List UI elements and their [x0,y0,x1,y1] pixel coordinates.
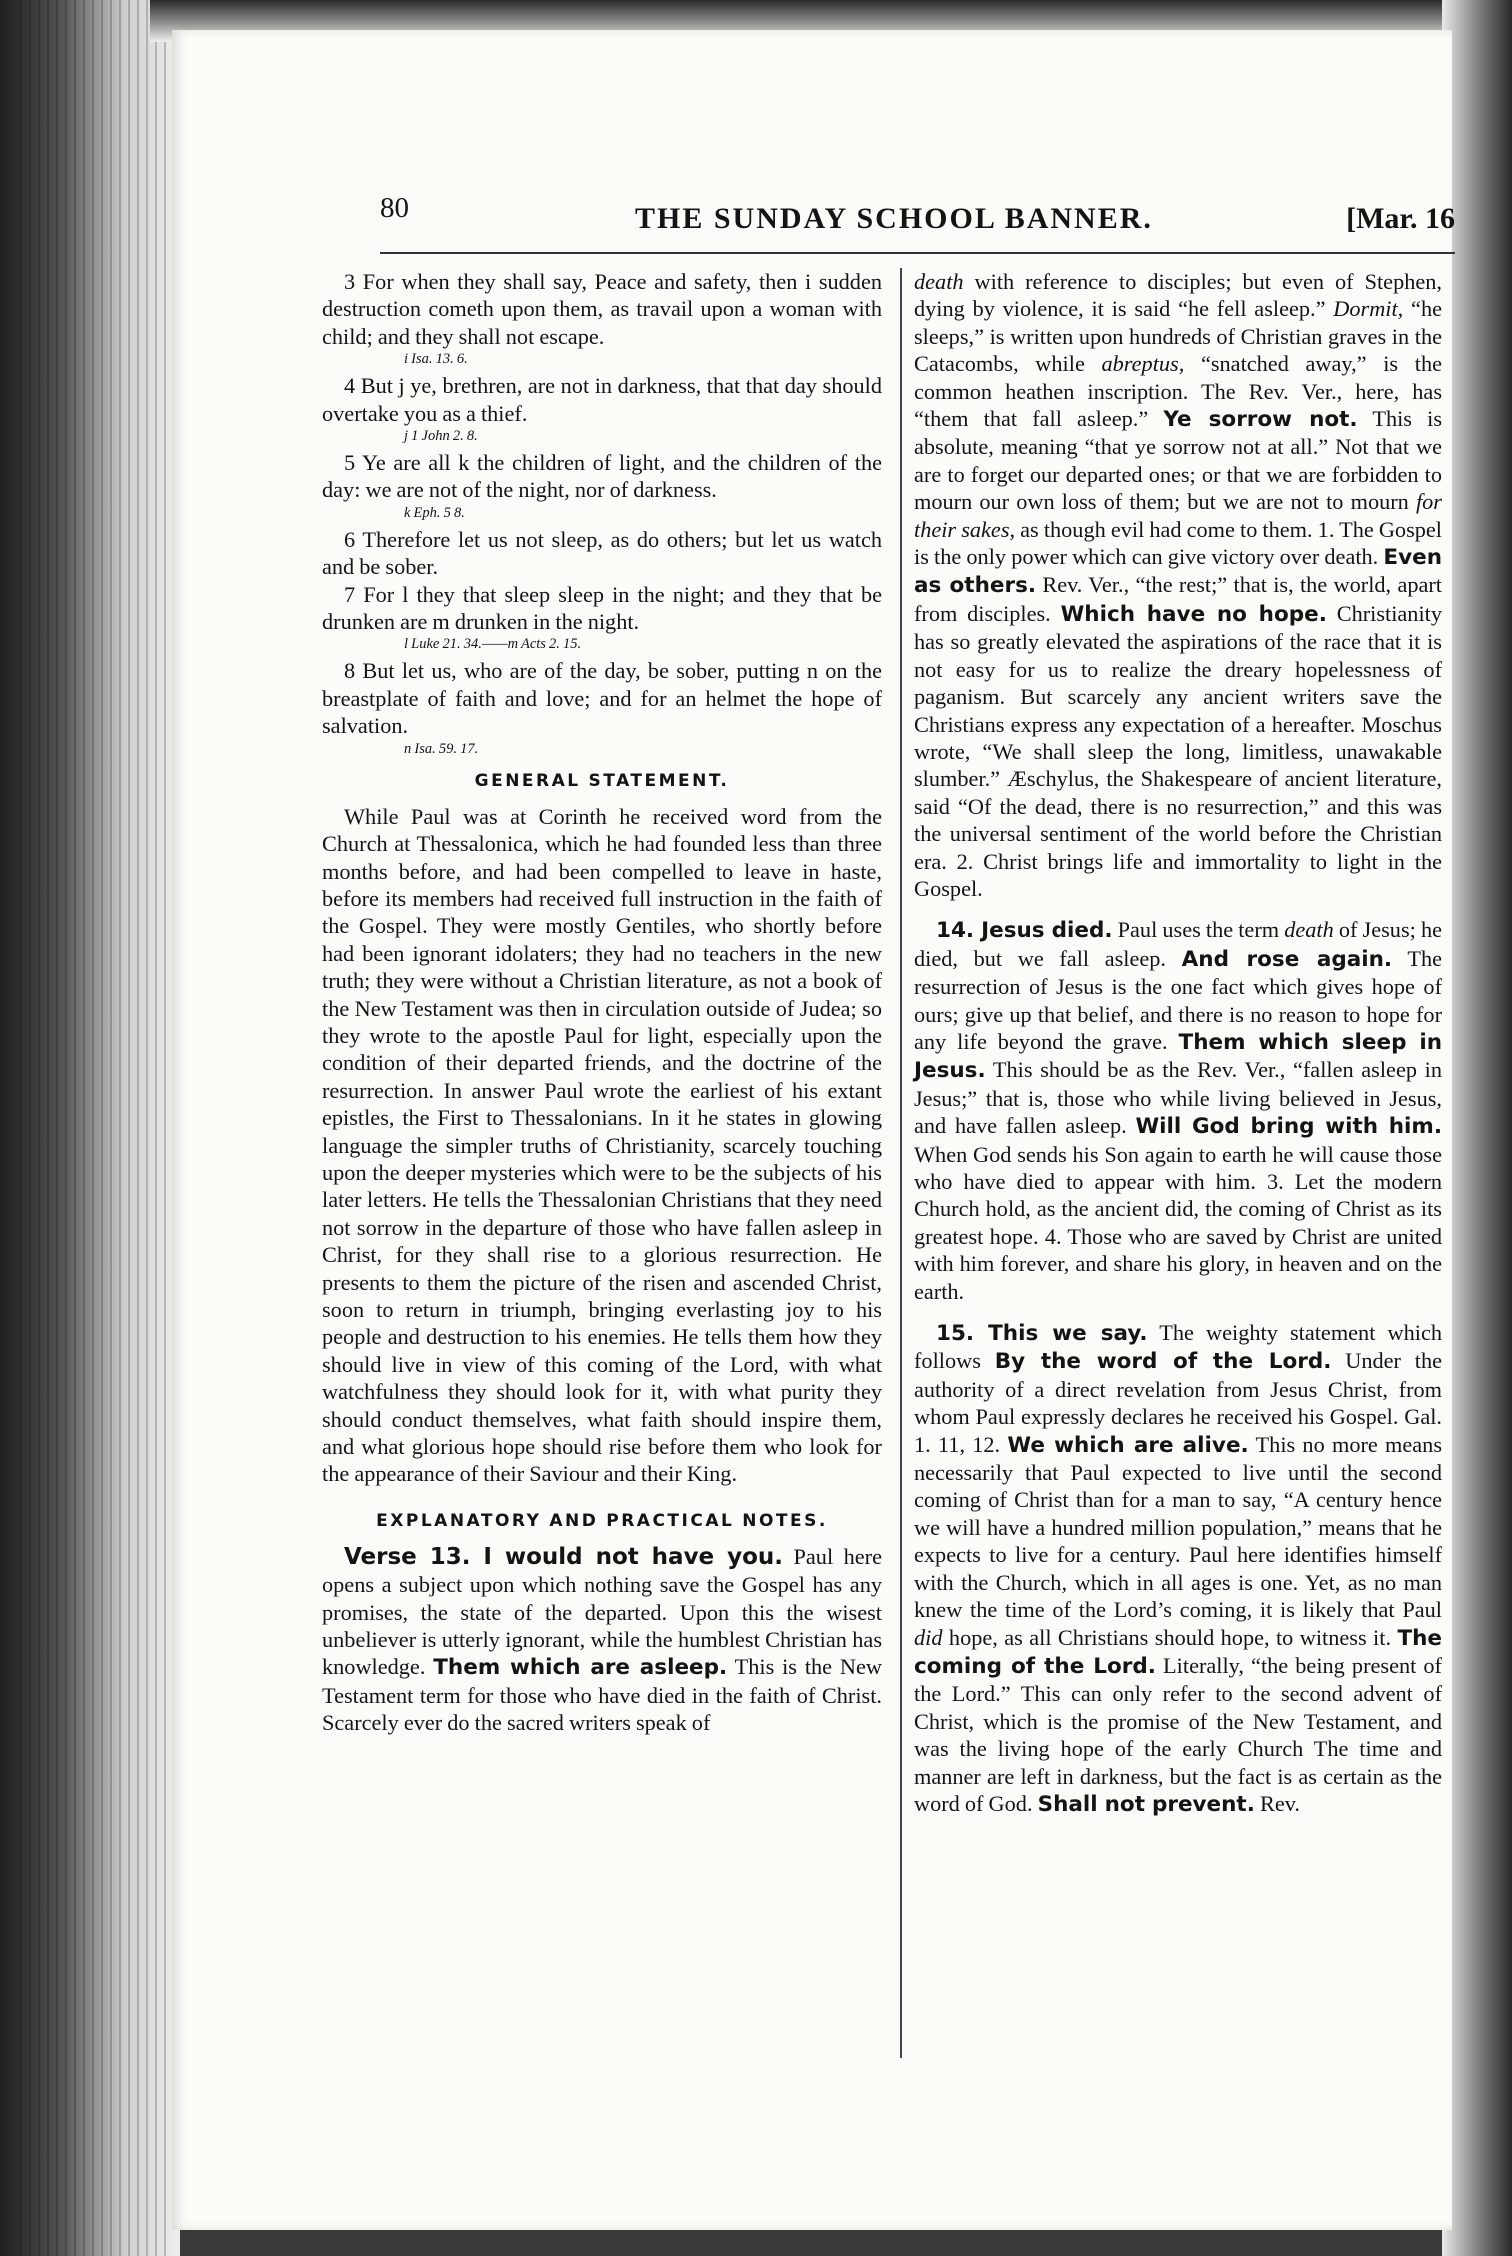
italic-term: did [914,1624,943,1650]
note-text: Rev. Ver., “the rest;” that is, the world, apart from disciples. [914,572,1442,626]
note-text: When God sends his Son again to earth he will cause those who have died to appear with him. 3. Let the modern Church hold, as the ancient did, the coming of Christ as its greatest hope. 4. Those who are saved by Christ are united with him forever, and share his glory, in heaven and on the earth. [914,1141,1442,1304]
verse-14-note [914,916,1442,1305]
bold-phrase: Even as others. [914,545,1442,599]
bold-phrase: Them which sleep in Jesus. [914,1029,1442,1084]
bold-phrase: Will God bring with him. [1135,1114,1442,1140]
book-edge-right [1442,0,1512,2256]
bold-phrase: Ye sorrow not. [1163,407,1358,433]
bold-phrase: 15. This we say. [936,1321,1148,1347]
verse-3: 3 For when they shall say, Peace and safety, then i sudden destruction cometh upon them, as travail upon a woman with child; and they shall not escape. [322,269,882,349]
note-text: of Jesus; he died, but we fall asleep. [914,917,1442,971]
page-number: 80 [380,192,409,224]
verse-4: 4 But j ye, brethren, are not in darkness, that that day should overtake you as a thief. [322,373,882,426]
italic-term: death [914,269,964,294]
bold-phrase: We which are alive. [1007,1432,1249,1458]
note-text: This is absolute, meaning “that ye sorrow not at all.” Not that we are to forget our departed ones; or that we are forbidden to mourn our own loss of them; but we are not to mourn [914,406,1443,515]
note-text: Under the authority of a direct revelation from Jesus Christ, from whom Paul expressly declares he received his Gospel. Gal. 1. 11, 12. [914,1348,1442,1457]
note-text: “he sleeps,” is written upon hundreds of Christian graves in the Catacombs, while [914,296,1442,377]
page-title: THE SUNDAY SCHOOL BANNER. [635,202,1153,235]
general-statement-text: While Paul was at Corinth he received word from the Church at Thessalonica, which he had founded less than three months before, and had been compelled to leave in haste, before its members had received full instruction in the faith of the Gospel. They were mostly Gentiles, who shortly before had been ignorant idolaters; they had no teachers in the new truth; they were without a Christian literature, as not a book of the New Testament was then in circulation outside of Judea; so they wrote to the apostle Paul for light, especially upon the condition of their departed friends, and the doctrine of the resurrection. In answer Paul wrote the earliest of his extant epistles, the First to Thessalonians. In it he states in glowing language the simpler truths of Christianity, scarcely touching upon the deeper mysteries which were to be the subjects of his later letters. He tells the Thessalonian Christians that they need not sorrow in the departure of those who have fallen asleep in Christ, for they shall rise to a glorious resurrection. He presents to them the picture of the risen and ascended Christ, soon to return in triumph, bringing everlasting joy to his people and destruction to his enemies. He tells them how they should live in view of this coming of the Lord, with what watchfulness they should look for it, with what purity they should conduct themselves, what faith should inspire them, and what glorious hope should rise before them who look for the appearance of their Saviour and their King. [322,803,882,1487]
bold-phrase: By the word of the Lord. [994,1349,1332,1375]
reference-5: k Eph. 5 8. [404,504,465,521]
right-column [914,268,1442,1818]
running-head [380,192,1455,252]
italic-term: death [1284,917,1334,943]
italic-term: for their sakes, [914,489,1442,542]
column-rule [900,268,902,2058]
bold-phrase: The coming of the Lord. [914,1625,1442,1679]
issue-date: [Mar. 16 [1346,202,1455,235]
general-statement-heading: GENERAL STATEMENT. [474,770,730,791]
note-text: Literally, “the being present of the Lord.” This can only refer to the second advent of Christ, which is the promise of the New Testament, and was the living hope of the early Church The time and manner are left in darkness, but the fact is as certain as the word of God. [914,1652,1442,1816]
note-text: This is the New Testament term for those who have died in the faith of Christ. Scarcely ever do the sacred writers speak of [322,1654,883,1736]
note-text: The resurrection of Jesus is the one fact which gives hope of ours; give up that belief, and there is no reason to hope for any life beyond the grave. [914,945,1442,1054]
verse-8: 8 But let us, who are of the day, be sober, putting n on the breastplate of faith and love; and for an helmet the hope of salvation. [322,658,882,739]
reference-7: l Luke 21. 34.——m Acts 2. 15. [404,636,582,653]
reference-4: j 1 John 2. 8. [404,428,478,445]
verse-6: 6 Therefore let us not sleep, as do others; but let us watch and be sober. [322,526,882,580]
reference-8: n Isa. 59. 17. [404,740,479,757]
left-column [322,268,882,1737]
italic-term: abreptus, [1101,351,1185,377]
verse-13-heading: Verse 13. I would not have you. [344,1543,783,1570]
note-text: Paul here opens a subject upon which nothing save the Gospel has any promises, the state of the departed. Upon this the wisest unbeliever is utterly ignorant, while the humblest Christian has knowledge. [322,1543,883,1680]
bold-phrase: And rose again. [1181,946,1393,972]
note-text: The weighty statement which follows [914,1320,1442,1374]
header-rule [380,252,1455,254]
note-text: Paul uses the term [1112,917,1285,943]
note-continuation [914,268,1442,902]
verse-15-note [914,1319,1442,1818]
note-text: This should be as the Rev. Ver., “fallen asleep in Jesus;” that is, those who while living believed in Jesus, and have fallen asleep. [914,1057,1442,1139]
bold-phrase: Shall not prevent. [1037,1791,1255,1817]
verse-13-note [322,1543,882,1737]
italic-term: Dormit, [1333,296,1404,322]
notes-heading: EXPLANATORY AND PRACTICAL NOTES. [376,1510,828,1531]
reference-3: i Isa. 13. 6. [404,351,468,368]
note-text: “snatched away,” is the common heathen inscription. The Rev. Ver., here, has “them that fall asleep.” [914,351,1442,432]
bold-phrase: 14. Jesus died. [936,918,1113,944]
note-text: hope, as all Christians should hope, to witness it. [942,1624,1398,1650]
note-text: Rev. [1254,1790,1301,1816]
note-text: Christianity has so greatly elevated the aspirations of the race that it is not easy for us to realize the dreary hopelessness of paganism. But scarcely any ancient writers save the Christians express any expectation of a hereafter. Moschus wrote, “We shall sleep the long, limitless, unawakable slumber.” Æschylus, the Shakespeare of ancient literature, said “Of the dead, there is no resurrection,” and this was the universal sentiment of the world before the Christian era. 2. Christ brings life and immortality to light in the Gospel. [914,600,1442,901]
note-text: This no more means necessarily that Paul expected to live until the second coming of Christ than for a man to say, “A century hence we will have a hundred million population,” means that he expects to live for a century. Paul here identifies himself with the Church, which in all ages is one. Yet, as no man knew the time of the Lord’s coming, it is likely that Paul [914,1431,1443,1623]
note-text: with reference to disciples; but even of Stephen, dying by violence, it is said “he fell asleep.” [914,269,1442,322]
verse-7: 7 For l they that sleep sleep in the night; and they that be drunken are m drunken in the night. [322,581,882,635]
note-text: as though evil had come to them. 1. The Gospel is the only power which can give victory over death. [914,516,1442,570]
bold-phrase: Which have no hope. [1060,601,1327,627]
verse-5: 5 Ye are all k the children of light, and the children of the day: we are not of the night, nor of darkness. [322,450,882,503]
book-page-stack [20,0,170,2256]
them-which-are-asleep: Them which are asleep. [433,1655,728,1681]
